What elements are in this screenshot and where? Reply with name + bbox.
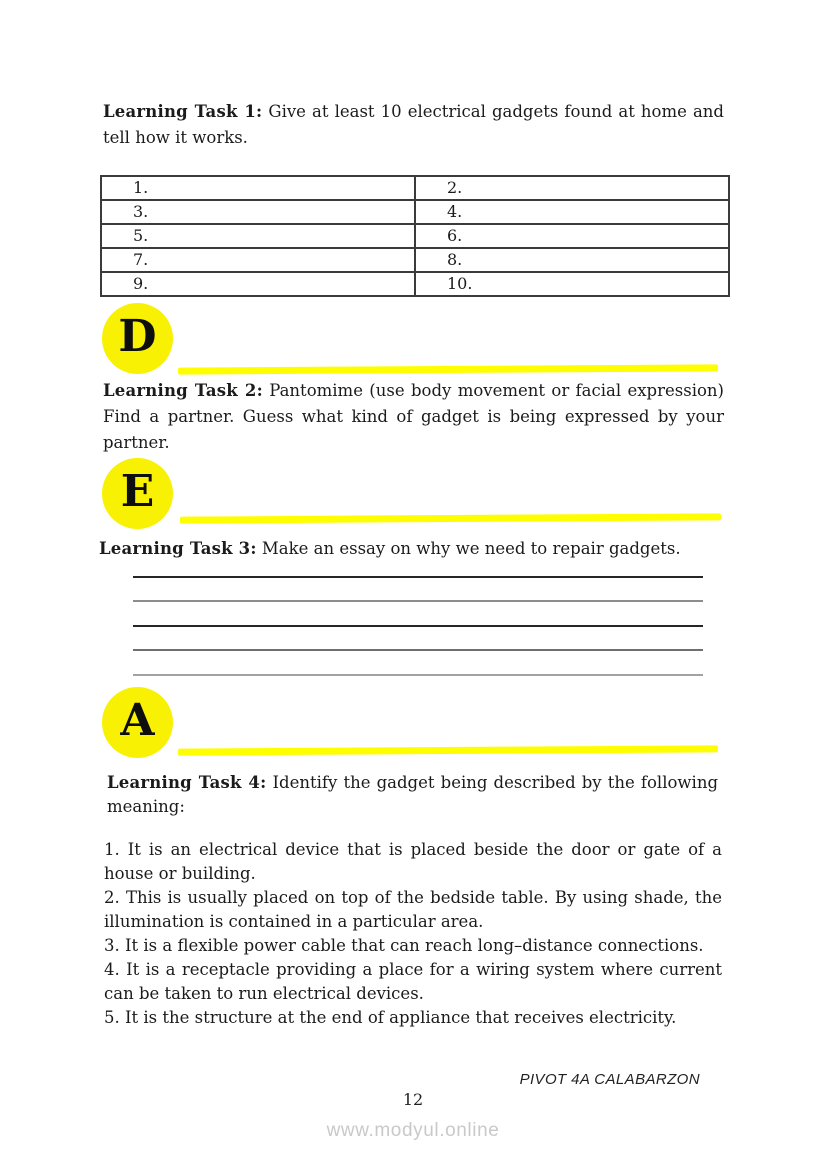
learning-task-3 bbox=[99, 536, 739, 562]
answer-cell: 8. bbox=[415, 248, 729, 272]
learning-task-1 bbox=[103, 99, 724, 151]
yellow-underline-e bbox=[180, 513, 721, 523]
task4-item: 1. It is an electrical device that is placed beside the door or gate of a house or building. bbox=[104, 840, 722, 883]
learning-task-2 bbox=[103, 378, 724, 456]
module-brand: PIVOT 4A CALABARZON bbox=[519, 1071, 700, 1088]
page-number: 12 bbox=[402, 1090, 424, 1109]
answer-cell: 1. bbox=[101, 176, 415, 200]
task1-instructions: Give at least 10 electrical gadgets found at home and tell how it works. bbox=[103, 102, 724, 147]
task4-item: 2. This is usually placed on top of the bedside table. By using shade, the illumination is contained in a particular area. bbox=[104, 888, 722, 931]
task4-item-list bbox=[104, 838, 722, 1030]
site-watermark: www.modyul.online bbox=[326, 1120, 500, 1141]
section-badge-e bbox=[102, 458, 173, 529]
task3-label: Learning Task 3: bbox=[99, 539, 257, 558]
table-row bbox=[101, 224, 729, 248]
answer-cell: 7. bbox=[101, 248, 415, 272]
answer-cell: 6. bbox=[415, 224, 729, 248]
table-row bbox=[101, 248, 729, 272]
task4-label: Learning Task 4: bbox=[107, 773, 267, 792]
task4-item: 3. It is a flexible power cable that can reach long–distance connections. bbox=[104, 936, 704, 955]
badge-letter-a: A bbox=[120, 694, 155, 746]
task2-instructions: Pantomime (use body movement or facial expression) Find a partner. Guess what kind of gadget is being expressed by your partner. bbox=[103, 381, 724, 452]
answer-cell: 9. bbox=[101, 272, 415, 296]
task2-label: Learning Task 2: bbox=[103, 381, 263, 400]
answer-cell: 10. bbox=[415, 272, 729, 296]
answer-table bbox=[100, 175, 730, 297]
task1-label: Learning Task 1: bbox=[103, 102, 263, 121]
section-badge-d bbox=[102, 303, 173, 374]
task4-item: 4. It is a receptacle providing a place for a wiring system where current can be taken to run electrical devices. bbox=[104, 960, 722, 1003]
badge-letter-d: D bbox=[118, 310, 157, 362]
section-badge-a bbox=[102, 687, 173, 758]
answer-cell: 2. bbox=[415, 176, 729, 200]
table-row bbox=[101, 200, 729, 224]
table-row bbox=[101, 272, 729, 296]
essay-writing-line bbox=[133, 649, 703, 651]
yellow-underline-d bbox=[178, 364, 718, 374]
badge-letter-e: E bbox=[120, 465, 155, 517]
answer-cell: 4. bbox=[415, 200, 729, 224]
essay-writing-line bbox=[133, 625, 703, 627]
task4-instructions: Identify the gadget being described by the following meaning: bbox=[107, 773, 719, 816]
task4-item: 5. It is the structure at the end of appliance that receives electricity. bbox=[104, 1008, 677, 1027]
yellow-underline-a bbox=[178, 745, 718, 755]
learning-task-4 bbox=[107, 771, 718, 819]
task3-instructions: Make an essay on why we need to repair gadgets. bbox=[261, 539, 681, 558]
table-row bbox=[101, 176, 729, 200]
essay-writing-line bbox=[133, 600, 703, 602]
answer-cell: 3. bbox=[101, 200, 415, 224]
answer-cell: 5. bbox=[101, 224, 415, 248]
essay-writing-line bbox=[133, 576, 703, 578]
essay-writing-line bbox=[133, 674, 703, 676]
